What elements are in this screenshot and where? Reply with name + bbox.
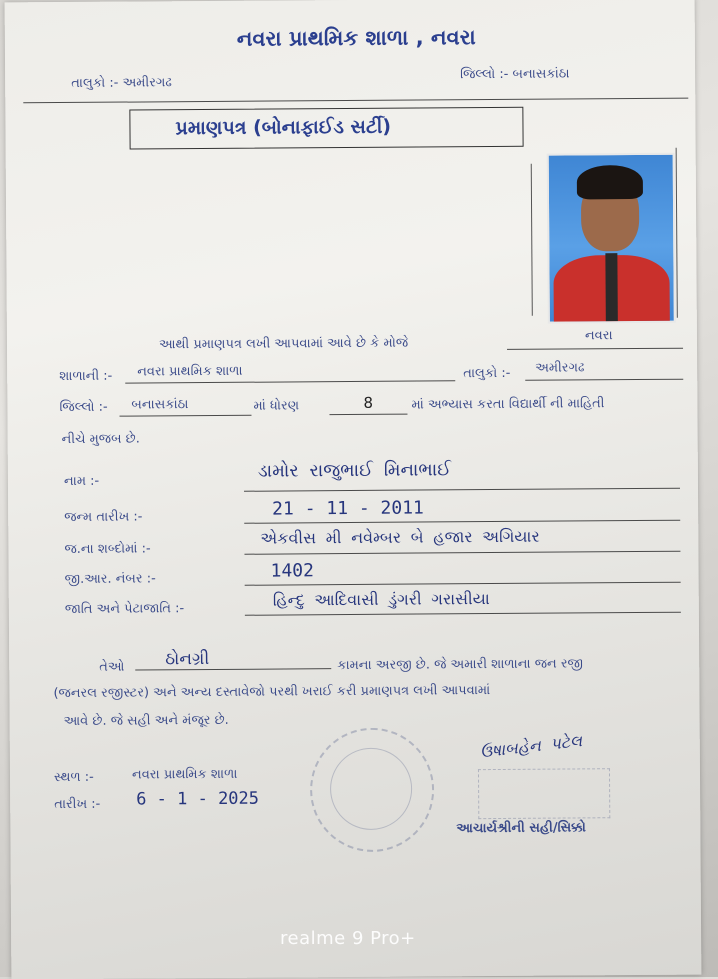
intro-district-label: જિલ્લો :- — [59, 399, 108, 416]
certificate-title: પ્રમાણપત્ર (બોનાફાઈડ સર્ટી) — [175, 115, 392, 140]
signatory-title: આચાર્યશ્રીની સહી/સિક્કો — [456, 820, 586, 837]
student-photo — [547, 153, 676, 324]
intro-village: નવરા — [584, 328, 613, 344]
header-district: જિલ્લો :- બનાસકાંઠા — [460, 66, 570, 83]
field-dob-label: જન્મ તારીખ :- — [64, 509, 143, 526]
closing-line2: (જનરલ રજીસ્ટર) અને અન્ય દસ્તાવેજો પરથી ખરાઈ કરી પ્રમાણપત્ર લખી આપવામાં — [53, 683, 491, 702]
intro-taluka-value: અમીરગઢ — [535, 360, 585, 376]
header-divider — [23, 98, 688, 104]
intro-school-name: નવરા પ્રાથમિક શાળા — [137, 363, 243, 380]
intro-district-value: બનાસકાંઠા — [131, 397, 189, 413]
field-caste-label: જાતિ અને પેટાજાતિ :- — [64, 601, 185, 618]
intro-standard: 8 — [363, 393, 374, 412]
field-gr-value: 1402 — [270, 560, 315, 582]
header-taluka: તાલુકો :- અમીરગઢ — [71, 75, 172, 91]
field-name-label: નામ :- — [63, 473, 100, 490]
signatory-stamp — [478, 768, 610, 819]
signature: ઉષાબહેન પટેલ — [479, 731, 584, 762]
footer-date-value: 6 - 1 - 2025 — [136, 788, 260, 810]
camera-watermark: realme 9 Pro+ — [280, 928, 416, 949]
intro-standard-suffix: માં અભ્યાસ કરતા વિદ્યાર્થી ની માહિતી — [411, 396, 605, 413]
school-seal — [310, 727, 435, 852]
footer-place-label: સ્થળ :- — [53, 769, 94, 786]
field-dob-value: 21 - 11 - 2011 — [272, 497, 424, 520]
certificate-sheet: નવરા પ્રાથમિક શાળા , નવરા તાલુકો :- અમીરગઢ જિલ્લો :- બનાસકાંઠા પ્રમાણપત્ર (બોનાફાઈડ સર્ટી) આથી પ્રમાણપત્ર લખી આપવામાં આવે છે કે મોજે નવરા શાળાની :- નવરા પ્રાથમિક શાળા તાલુકો :- અમીરગઢ જિલ્લો :- બનાસકાંઠા માં ધોરણ 8 માં અભ્યાસ કરતા વિદ્યાર્થી ની માહિતી નીચે મુજબ છે. નામ :- ડામોર રાજુભાઈ મિનાભાઈ જન્મ તારીખ :- 21 - 11 - 2011 જ.ના શબ્દોમાં :- એકવીસ મી નવેમ્બર બે હજાર અગિયાર જી.આર. નંબર :- 1402 જાતિ અને પેટાજાતિ :- હિન્દુ આદિવાસી ડુંગરી ગરાસીયા તેઓ ઠોનગ્રી કામના અરજી છે. જે અમારી શાળાના જન રજી (જનરલ રજીસ્ટર) અને અન્ય દસ્તાવેજો પરથી ખરાઈ કરી પ્રમાણપત્ર લખી આપવામાં આવે છે. જે સહી અને મંજૂર છે. સ્થળ :- નવરા પ્રાથમિક શાળા તારીખ :- 6 - 1 - 2025 ઉષાબહેન પટેલ આચાર્યશ્રીની સહી/સિક્કો — [5, 0, 702, 979]
intro-standard-prefix: માં ધોરણ — [253, 398, 300, 414]
closing-line1: કામના અરજી છે. જે અમારી શાળાના જન રજી — [337, 656, 584, 674]
field-dob-words-label: જ.ના શબ્દોમાં :- — [64, 541, 151, 558]
closing-purpose: ઠોનગ્રી — [165, 649, 210, 670]
field-dob-words-value: એકવીસ મી નવેમ્બર બે હજાર અગિયાર — [260, 526, 540, 548]
intro-below: નીચે મુજબ છે. — [61, 431, 140, 448]
closing-line3: આવે છે. જે સહી અને મંજૂર છે. — [63, 712, 229, 730]
field-caste-value: હિન્દુ આદિવાસી ડુંગરી ગરાસીયા — [272, 589, 490, 610]
intro-taluka-label: તાલુકો :- — [463, 365, 511, 382]
school-title: નવરા પ્રાથમિક શાળા , નવરા — [236, 25, 476, 51]
field-gr-label: જી.આર. નંબર :- — [64, 571, 156, 588]
footer-place-value: નવરા પ્રાથમિક શાળા — [131, 766, 238, 783]
closing-prefix: તેઓ — [99, 659, 125, 675]
intro-sentence: આથી પ્રમાણપત્ર લખી આપવામાં આવે છે કે મોજે — [158, 335, 409, 353]
field-name-value: ડામોર રાજુભાઈ મિનાભાઈ — [257, 459, 452, 482]
footer-date-label: તારીખ :- — [54, 796, 101, 813]
